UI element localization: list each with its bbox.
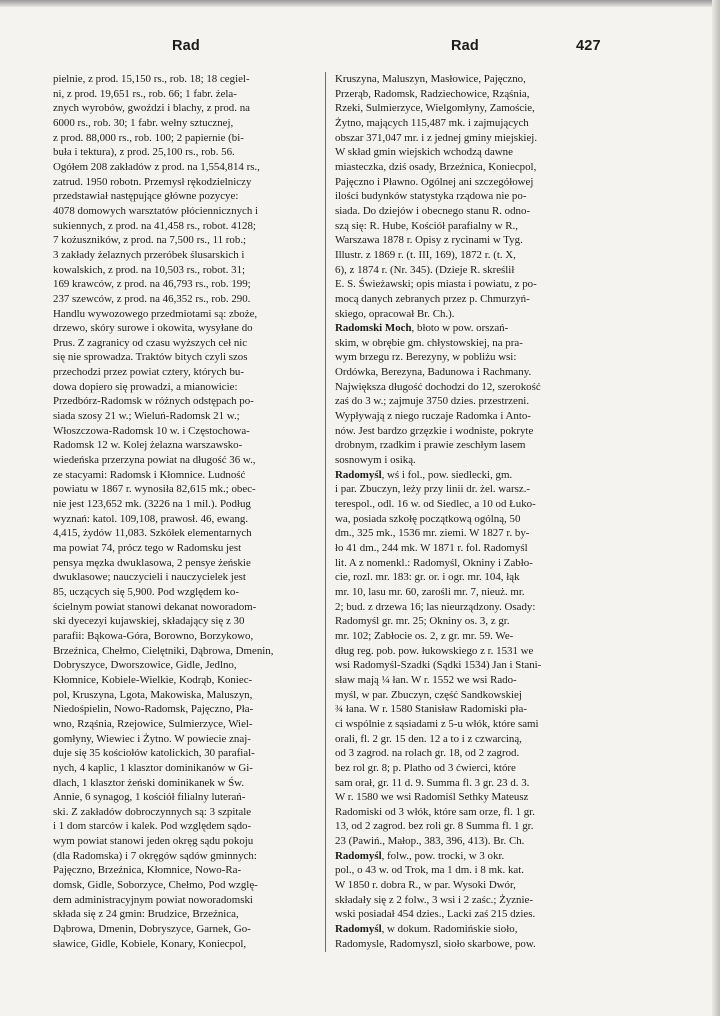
text-line: ni, z prod. 19,651 rs., rob. 66; 1 fabr. żela- [53,87,237,100]
text-line: domsk, Gidle, Soborzyce, Chełmo, Pod wzglę- [53,879,258,892]
text-line: drobnym, rzadkim i prawie zeschłym lasem [335,439,526,452]
text-line: lit. A z nomenkl.: Radomyśl, Okniny i Zabło- [335,556,533,569]
text-line: W skład gmin wiejskich wchodzą dawne [335,146,513,159]
text-line: buła i tektura), z prod. 25,100 rs., rob. 56. [53,146,235,159]
text-line: kowalskich, z prod. na 10,503 rs., robot. 31; [53,263,246,276]
text-line: myśl, w par. Zbuczyn, część Sandkowskiej [335,688,522,701]
text-line: dług reg. pob. pow. łukowskiego z r. 1531 we [335,644,534,657]
text-line: Radomyśl, wś i fol., pow. siedlecki, gm. [335,468,513,481]
text-line: Radomsk 12 w. Kolej żelazna warszawsko- [53,439,243,452]
text-line: dwuklasowe; nauczycieli i nauczycielek jest [53,571,246,584]
text-line: 6), z 1874 r. (Nr. 345). (Dzieje R. skreślił [335,263,515,276]
text-line: składały się z 2 folw., 3 wsi i 2 zaśc.; Żyznie- [335,893,533,906]
text-line: siada szosy 21 w.; Wieluń-Radomsk 21 w.; [53,410,240,423]
text-line: obszar 371,047 mr. i z jednej gminy miejskiej. [335,131,538,144]
text-line: szą się: R. Hube, Kościół parafialny w R., [335,219,518,232]
text-line: (dla Radomska) i 7 okręgów sądów gminnych: [53,849,257,862]
text-line: Ordówka, Berezyna, Badunowa i Rachmany. [335,366,532,379]
text-line: wa, posiada szkołę początkową ogólną, 50 [335,512,521,525]
scan-top-edge [0,0,720,7]
text-line: od 3 zagrod. na rolach gr. 18, od 2 zagrod. [335,747,520,760]
text-line: 13, od 2 zagrod. bez roli gr. 8 Summa fl. 1 gr. [335,820,534,833]
text-line: pol., o 43 w. od Trok, ma 1 dm. i 8 mk. kat. [335,864,524,877]
text-line: pielnie, z prod. 15,150 rs., rob. 18; 18 cegiel- [53,73,250,85]
text-line: sław mają ¼ łan. W r. 1552 we wsi Rado- [335,673,517,686]
text-line: ścielnym powiat stanowi dekanat noworadom- [53,600,257,613]
text-line: cie, rozl. mr. 183: gr. or. i ogr. mr. 104, łąk [335,571,520,584]
text-line: sukiennych, z prod. na 41,458 rs., robot. 4128; [53,219,256,232]
text-line: 23 (Pawiń., Małop., 383, 396, 413). Br. Ch. [335,835,525,848]
text-line: 85, uczących się 5,900. Pod względem ko- [53,585,239,598]
text-line: wym powiat stanowi jeden okręg sądu pokoju [53,835,254,848]
text-line: dlach, 1 klasztor żeński dominikanek w Św. [53,776,245,789]
text-line: pensya męzka dwuklasowa, 2 pensye żeńskie [53,556,251,569]
text-line: Radomski Moch, błoto w pow. orszań- [335,322,509,335]
text-line: Annie, 6 synagog, 1 kościół filialny luterań- [53,791,246,804]
text-line: bez rol gr. 8; p. Platho od 3 ćwierci, które [335,761,516,774]
text-line: ski dyecezyi kujawskiej, składający się z 30 [53,615,245,628]
text-line: Kruszyna, Maluszyn, Masłowice, Pajęczno, [335,73,526,85]
text-line: 3 zakłady żelaznych przeróbek ślusarskich i [53,248,245,261]
text-line: drzewo, skóry surowe i okowita, wysyłane do [53,322,253,335]
text-line: ¾ łana. W r. 1580 Stanisław Radomiski pła- [335,703,527,716]
text-line: zatrud. 1950 robotn. Przemysł rękodzielniczy [53,175,252,188]
text-line: orali, fl. 2 gr. 15 den. 12 a to i z czwarciną, [335,732,522,745]
entry-headword: Radomski Moch [335,322,412,335]
text-line: 2; bud. z drzewa 16; las nieurządzony. Osady: [335,600,536,613]
text-line: Radomyśl, w dokum. Radomińskie sioło, [335,923,518,936]
text-line: ło 41 dm., 244 mk. W 1871 r. fol. Radomyśl [335,542,528,554]
text-line: wym brzegu rz. Berezyny, w pobliżu wsi: [335,351,517,364]
running-header [0,38,720,62]
text-line: ma powiat 74, prócz tego w Radomsku jest [53,542,242,554]
text-line: mr. 102; Zabłocie os. 2, z gr. mr. 59. We- [335,629,514,642]
text-line: przedstawiał następujące główne pozycye: [53,190,239,203]
text-line: skim, w obrębie gm. chłystowskiej, na pra- [335,336,523,349]
text-line: gomłyny, Wiewiec i Żytno. W powiecie znaj- [53,732,251,745]
text-line: Przedbórz-Radomsk w różnych odstępach po- [53,395,254,408]
text-line: i 1 dom starców i kalek. Pod względem sądo- [53,820,252,833]
entry-headword: Radomyśl [335,923,382,936]
text-line: Niedośpielin, Nowo-Radomsk, Pajęczno, Pła- [53,703,254,716]
text-line: mocą danych zebranych przez p. Chmurzyń- [335,292,530,305]
text-line: wno, Rząśnia, Rzejowice, Sulmierzyce, Wiel- [53,717,253,730]
text-line: Kłomnice, Kobiele-Wielkie, Kodrąb, Koniec- [53,673,253,686]
text-line: nów. Jest bardzo grzęzkie i wodniste, pokryte [335,424,534,437]
text-line: zaś do 3 w.; zajmuje 3750 dzies. przestrzeni. [335,395,530,408]
text-line: przechodzi przez powiat cztery, których bu- [53,366,244,379]
text-line: 4,415, żydów 11,083. Szkółek elementarnych [53,527,252,540]
text-line: skiego, opracował Br. Ch.). [335,307,455,320]
text-line: nych, 4 kaplic, 1 klasztor dominikanów w Gi- [53,761,253,774]
text-line: się nie sprowadza. Traktów bitych czyli szos [53,351,248,364]
text-line: sławice, Gidle, Kobiele, Konary, Koniecpol, [53,937,247,950]
text-line: Radomiski od 3 włók, które sam orze, fl. 1 gr. [335,805,535,818]
text-line: Wypływają z niego ruczaje Radomka i Anto- [335,410,531,423]
text-line: pol, Kruszyna, Lgota, Makowiska, Maluszyn, [53,688,253,701]
text-line: dowa dopiero się prowadzi, a mianowicie: [53,380,238,393]
text-line: duje się 35 kościołów katolickich, 30 parafial- [53,747,255,760]
text-line: Pajęczno, Brzeźnica, Kłomnice, Nowo-Ra- [53,864,242,877]
text-line: i par. Zbuczyn, leży przy linii dr. żel. warsz.- [335,483,531,496]
left-text-column [53,72,319,951]
text-line: Włoszczowa-Radomsk 10 w. i Częstochowa- [53,424,250,437]
running-head-right: Rad [451,38,479,54]
text-line: Warszawa 1878 r. Opisy z rycinami w Tyg. [335,234,523,247]
text-line: z prod. 88,000 rs., rob. 100; 2 papiernie (bi- [53,131,244,144]
text-line: terespol., odl. 16 w. od Siedlec, a 10 od Łuko- [335,498,536,511]
scan-right-edge [712,0,720,1016]
text-line: powiatu w 1867 r. wynosiła 82,615 mk.; obec- [53,483,256,496]
text-line: Ogółem 208 zakładów z prod. na 1,554,814 rs., [53,160,260,173]
text-line: W r. 1580 we wsi Radomiśl Sethky Mateusz [335,791,529,804]
text-line: Radomyśl, folw., pow. trocki, w 3 okr. [335,849,505,862]
text-line: znych wyrobów, gwoździ i blachy, z prod. na [53,102,250,115]
text-line: ci wspólnie z sąsiadami z 5-u włók, które sami [335,717,539,730]
text-line: Rzeki, Sulmierzyce, Wielgomłyny, Zamoście, [335,102,535,115]
text-line: parafii: Bąkowa-Góra, Borowno, Borzykowo, [53,629,254,642]
text-line: 6000 rs., rob. 30; 1 fabr. wełny sztucznej, [53,116,234,129]
text-line: miasteczka, dziś osady, Brzeźnica, Koniecpol, [335,160,537,173]
text-line: sam orał, gr. 11 d. 9. Summa fl. 3 gr. 23 d. 3. [335,776,530,789]
text-line: Illustr. z 1869 r. (t. III, 169), 1872 r. (t. X, [335,248,516,261]
text-line: W 1850 r. dobra R., w par. Wysoki Dwór, [335,879,516,892]
text-line: Prus. Z zagranicy od czasu wyższych ceł nic [53,336,248,349]
text-line: siada. Do dziejów i obecnego stanu R. odno- [335,204,531,217]
text-line: Przerąb, Radomsk, Radziechowice, Rząśnia, [335,87,530,100]
text-line: Dąbrowa, Dmenin, Dobryszyce, Garnek, Go- [53,923,251,936]
text-line: wiedeńska przerzyna powiat na długość 36 w., [53,454,256,467]
text-line: dm., 325 mk., 1536 mr. ziemi. W 1827 r. by- [335,527,530,540]
text-line: dem administracyjnym powiat noworadomski [53,893,253,906]
text-line: 7 kożuszników, z prod. na 7,500 rs., 11 rob.; [53,234,247,247]
text-line: wsi Radomyśl-Szadki (Sądki 1534) Jan i Stani- [335,659,542,672]
text-line: Radomyśl gr. mr. 25; Okniny os. 3, z gr. [335,615,510,628]
text-line: Pajęczno i Pławno. Ogólnej ani szczegółowej [335,175,534,188]
text-line: sosnowym i osiką. [335,454,416,467]
text-line: 237 szewców, z prod. na 46,352 rs., rob. 290. [53,292,251,305]
text-line: wski posiadał 454 dzies., Lacki zaś 215 dzies. [335,908,536,921]
text-line: Radomysle, Radomyszl, sioło skarbowe, pow. [335,937,536,950]
text-line: mr. 10, lasu mr. 60, zarośli mr. 7, nieuż. mr. [335,585,525,598]
text-line: Żytno, mających 115,487 mk. i zajmujących [335,116,529,129]
text-line: 4078 domowych warsztatów płóciennicznych i [53,204,259,217]
text-line: wyznań: katol. 109,108, prawosł. 46, ewang. [53,512,249,525]
text-line: nie jest 123,652 mk. (3226 na 1 mil.). Podług [53,498,251,511]
page-number: 427 [576,38,601,54]
text-line: E. S. Świeżawski; opis miasta i powiatu, z po- [335,278,537,291]
text-line: Największa długość dochodzi do 12, szerokość [335,380,541,393]
entry-headword: Radomyśl [335,468,382,481]
column-divider [325,72,326,952]
entry-headword: Radomyśl [335,849,382,862]
text-line: ilości budynków statystyka rządowa nie po- [335,190,527,203]
text-line: Dobryszyce, Dworszowice, Gidle, Jedlno, [53,659,237,672]
text-line: Brzeźnica, Chełmo, Cielętniki, Dąbrowa, Dmenin, [53,644,274,657]
text-line: Handlu wywozowego przedmiotami są: zboże, [53,307,258,320]
text-line: ze stacyami: Radomsk i Kłomnice. Ludność [53,468,246,481]
text-line: składa się z 24 gmin: Brudzice, Brzeźnica, [53,908,239,921]
text-line: 169 krawców, z prod. na 46,793 rs., rob. 199; [53,278,251,291]
right-text-column [335,72,601,951]
text-line: ski. Z zakładów dobroczynnych są: 3 szpitale [53,805,252,818]
running-head-left: Rad [172,38,200,54]
